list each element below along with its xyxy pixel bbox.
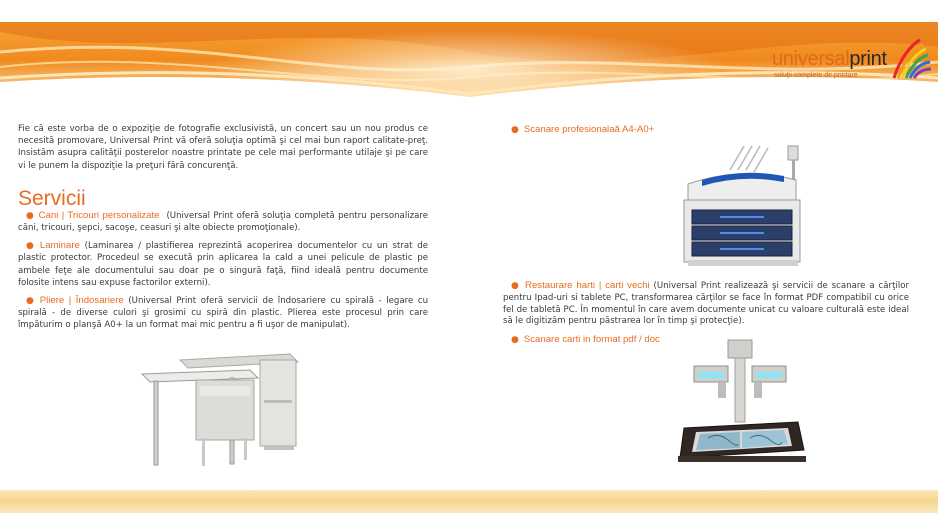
service-item-restaurare: [503, 280, 909, 328]
book-scanner-image: [678, 338, 806, 474]
rainbow-swoosh-icon: [890, 38, 932, 82]
service-desc: (Universal Print oferă servicii de îndosariere cu spirală - legare cu spirală - de diverse culori şi grosimi cu spiră din plastic. Plierea este procesul prin care împăturim o planşă A0+ la un format mai mic pentru a fi uşor de manipulat).: [18, 296, 429, 331]
service-desc: (Laminarea / plastifierea reprezintă acoperirea documentelor cu un strat de plastic protector. Procedeul se execută prin aplicarea la cald a unei pelicule de plastic pe ambele feţe ale documentului sau doar pe o singură faţă, fiind ideală pentru documente folosite intens sau expuse factorilor externi).: [18, 241, 429, 288]
service-title: Pliere | Îndosariere: [39, 295, 124, 307]
services-heading: Servicii: [18, 186, 86, 210]
service-item-scanare-profesionala: [503, 124, 909, 137]
logo-wordmark: [772, 48, 887, 71]
service-title: Scanare carti in format pdf / doc: [523, 334, 660, 346]
folding-machine-image: [140, 350, 305, 472]
bullet-icon: ●: [511, 125, 519, 135]
service-desc: (Universal Print oferă soluţia completă pentru personalizare căni, tricouri, şepci, sacoşe, ceasuri şi alte obiecte promoţionale).: [18, 210, 428, 234]
bullet-icon: ●: [26, 241, 36, 252]
logo-tagline: soluţii complete de printare: [774, 72, 858, 79]
logo-brand-part2: print: [849, 48, 887, 70]
bullet-icon: ●: [511, 335, 519, 346]
right-column-lower: [503, 280, 909, 347]
service-title: Scanare profesionalaă A4-A0+: [523, 124, 655, 135]
service-item-pliere: [18, 295, 428, 332]
wide-format-scanner-image: [680, 140, 802, 272]
footer-band: [0, 490, 938, 513]
service-title: Cani | Tricouri personalizate: [38, 209, 160, 221]
service-title: Laminare: [39, 240, 80, 252]
service-item-cani-tricouri: [18, 210, 428, 234]
bullet-icon: ●: [511, 281, 521, 291]
intro-paragraph: Fie că este vorba de o expoziţie de fotografie exclusivistă, un concert sau un nou produs ce necesită promovare, Universal Print vă oferă soluţia optimă şi cel mai bun raport calitate-preţ. Insistăm asupra calităţii posterelor noastre printate pe cele mai performante utilaje şi pe care vi le punem la dispoziţie la preţuri fără concurenţă.: [18, 124, 428, 171]
right-column: [503, 124, 909, 137]
bullet-icon: ●: [26, 296, 36, 307]
logo-brand-part1: universal: [772, 48, 850, 70]
service-item-laminare: [18, 240, 428, 289]
universal-print-logo[interactable]: [772, 38, 932, 88]
bullet-icon: ●: [26, 210, 35, 221]
service-title: Restaurare harti | carti vechi: [525, 280, 650, 291]
service-desc: (Universal Print realizează şi servicii de scanare a cărţilor pentru Ipad-uri si tablete PC, transformarea cărţilor se face în format PDF compatibil cu orice fel de tabletă PC. În momentul în care avem documente unicat cu valoare culturală este ideal să le digitizăm pentru păstrarea lor în timp şi protecţie).: [503, 281, 910, 327]
left-column: [18, 123, 428, 338]
